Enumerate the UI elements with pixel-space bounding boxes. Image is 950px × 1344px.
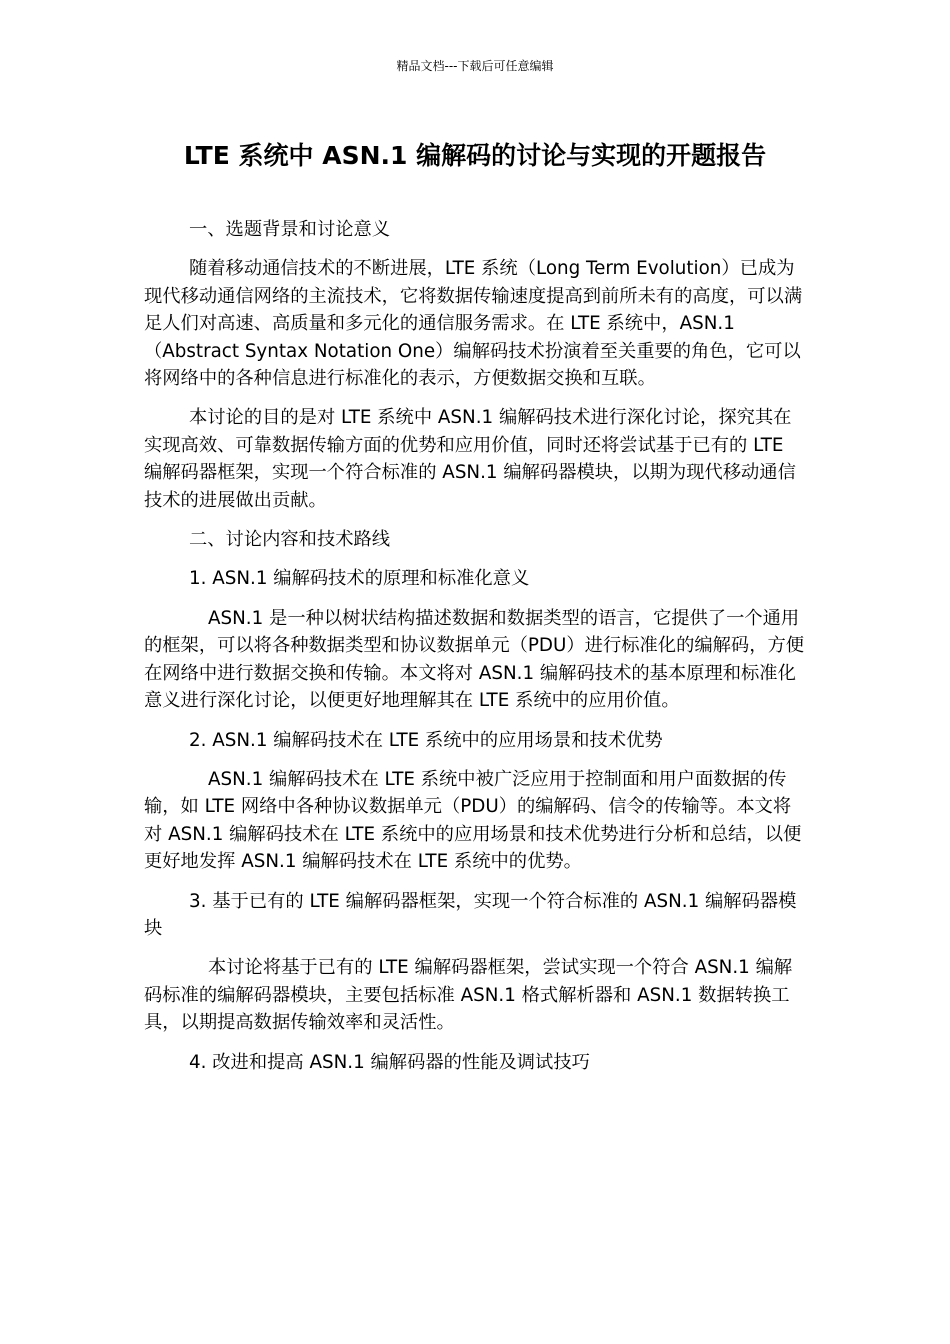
section-heading-content: 二、讨论内容和技术路线 — [189, 529, 391, 551]
subsection-heading-2: 2. ASN.1 编解码技术在 LTE 系统中的应用场景和技术优势 — [189, 729, 663, 751]
body-paragraph-2: ASN.1 编解码技术在 LTE 系统中被广泛应用于控制面和用户面数据的传输，如 LTE 网络中各种协议数据单元（PDU）的编解码、信令的传输等。本文将对 ASN.1 编解码技术在 LTE 系统中的应用场景和技术优势进行分析和总结，以便更好地发挥 ASN.1 编解码技术在 LTE 系统中的优势。 — [144, 768, 802, 873]
body-paragraph-1: ASN.1 是一种以树状结构描述数据和数据类型的语言，它提供了一个通用的框架，可以将各种数据类型和协议数据单元（PDU）进行标准化的编解码，方便在网络中进行数据交换和传输。本文将对 ASN.1 编解码技术的基本原理和标准化意义进行深化讨论，以便更好地理解其在 LTE 系统中的应用价值。 — [144, 607, 805, 712]
subsection-heading-4: 4. 改进和提高 ASN.1 编解码器的性能及调试技巧 — [189, 1051, 590, 1073]
section-heading-background: 一、选题背景和讨论意义 — [189, 219, 391, 240]
document-title: LTE 系统中 ASN.1 编解码的讨论与实现的开题报告 — [183, 141, 767, 170]
subsection-heading-3: 3. 基于已有的 LTE 编解码器框架，实现一个符合标准的 ASN.1 编解码器模块 — [144, 890, 797, 939]
body-paragraph-background: 随着移动通信技术的不断进展，LTE 系统（Long Term Evolution）已成为现代移动通信网络的主流技术，它将数据传输速度提高到前所未有的高度，可以满足人们对高速、高质量和多元化的通信服务需求。在 LTE 系统中，ASN.1（Abstract Syntax Notation One）编解码技术扮演着至关重要的角色，它可以将网络中的各种信息进行标准化的表示，方便数据交换和互联。 — [144, 258, 803, 390]
document-body — [144, 216, 806, 1088]
subsection-heading-1: 1. ASN.1 编解码技术的原理和标准化意义 — [189, 568, 530, 590]
body-paragraph-purpose: 本讨论的目的是对 LTE 系统中 ASN.1 编解码技术进行深化讨论，探究其在实现高效、可靠数据传输方面的优势和应用价值，同时还将尝试基于已有的 LTE 编解码器框架，实现一个符合标准的 ASN.1 编解码器模块，以期为现代移动通信技术的进展做出贡献。 — [144, 407, 796, 511]
body-paragraph-3: 本讨论将基于已有的 LTE 编解码器框架，尝试实现一个符合 ASN.1 编解码标准的编解码器模块，主要包括标准 ASN.1 格式解析器和 ASN.1 数据转换工具，以期提高数据传输效率和灵活性。 — [144, 957, 793, 1034]
page-header-note: 精品文档---下载后可任意编辑 — [396, 59, 554, 73]
